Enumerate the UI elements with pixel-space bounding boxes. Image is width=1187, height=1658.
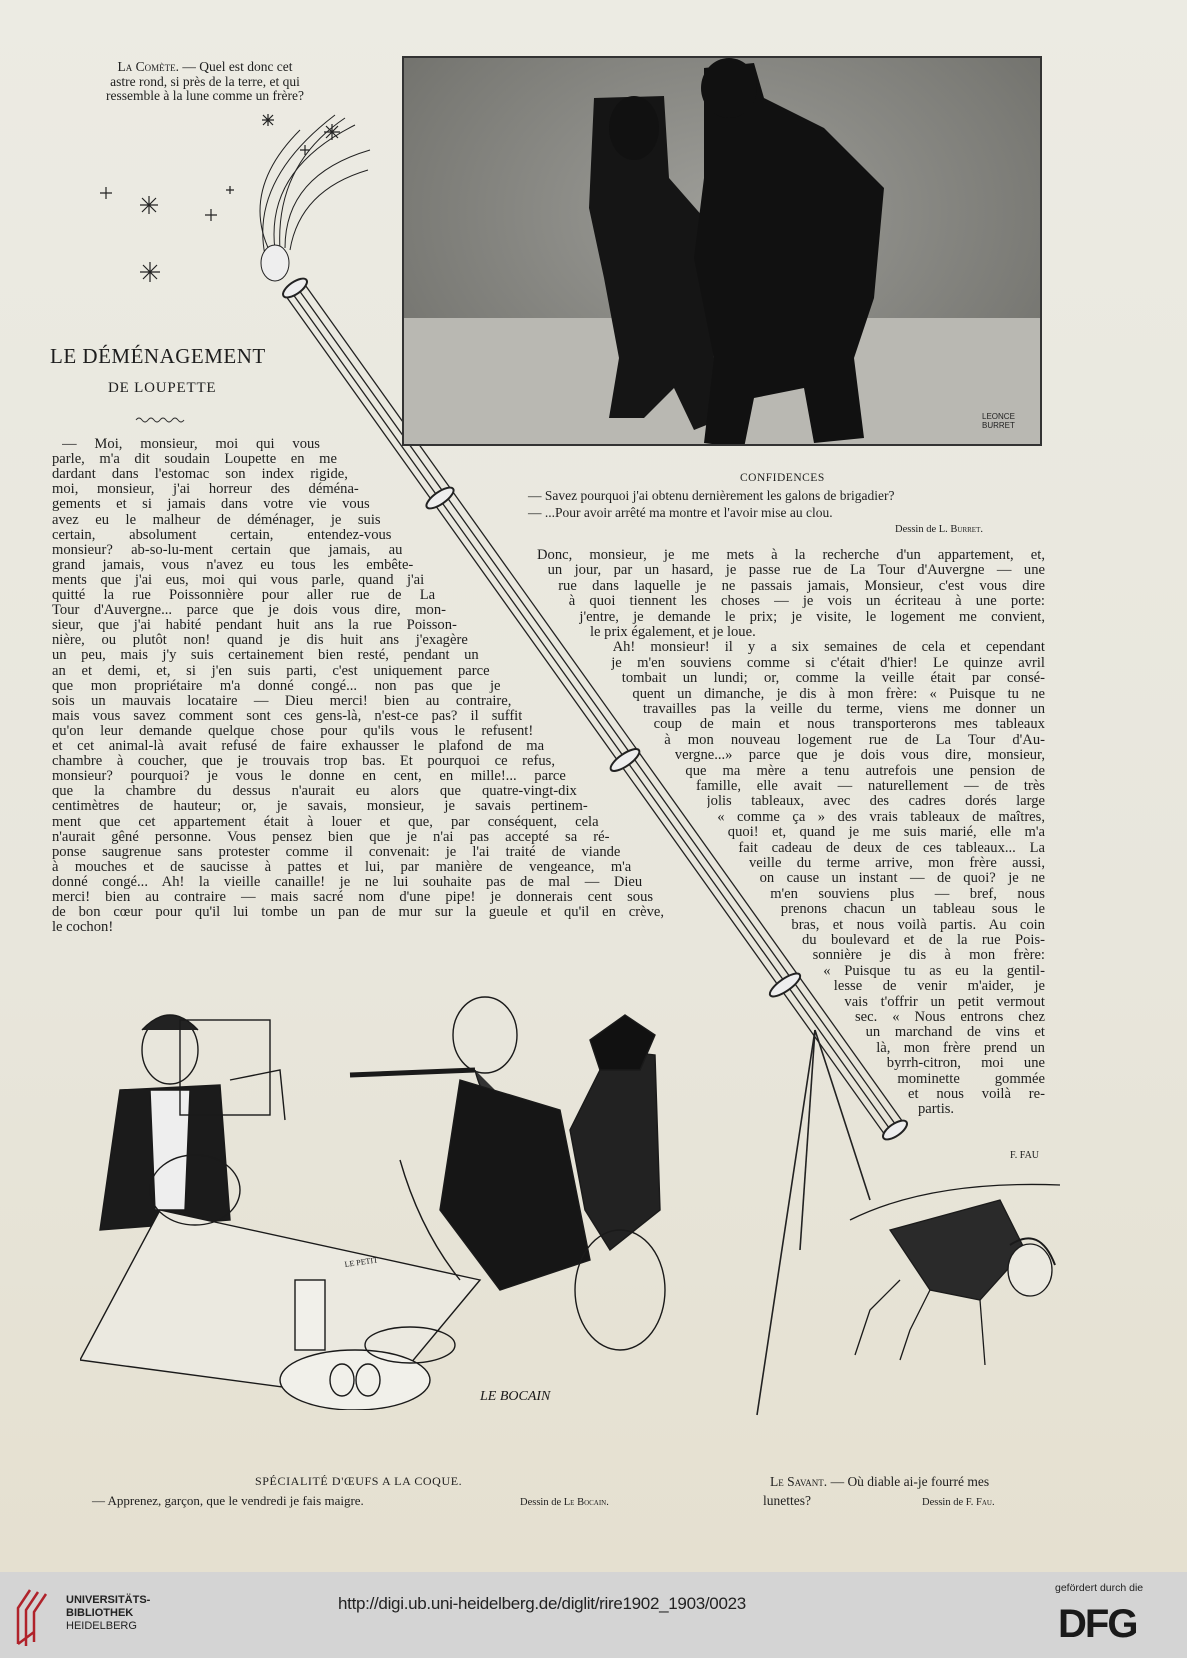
article-text-line: sois un mauvais locataire — Dieu merci! bien au contraire, — [52, 693, 512, 709]
article-text-line: mominette gommée — [897, 1071, 1045, 1087]
article-text-line: de bon cœur pour qu'il lui tombe un pan de mur sur la gueule et qu'il en crève, — [52, 905, 664, 921]
article-text-line: le cochon! — [52, 920, 114, 936]
library-line: BIBLIOTHEK — [66, 1607, 134, 1619]
article-text-line: byrrh-citron, moi une — [886, 1056, 1045, 1072]
article-text-line: — Moi, monsieur, moi qui vous — [62, 437, 320, 452]
article-text-line: on cause un instant — de quoi? je ne — [759, 871, 1045, 887]
article-text-line: m'en souviens plus — bref, nous — [770, 886, 1045, 902]
savant-caption-line1 — [770, 1474, 989, 1489]
article-title: LE DÉMÉNAGEMENT — [50, 344, 266, 368]
article-text-line: fait cadeau de deux de ces tableaux... La — [738, 840, 1045, 856]
article-text-line: centimètres de hauteur; or, je savais, monsieur, je savais pertinem- — [52, 799, 588, 815]
burret-signature: LEONCE BURRET — [982, 412, 1015, 430]
credit-name: Le Bocain. — [563, 1497, 609, 1508]
article-text-line: bras, et nous voilà partis. Au coin — [791, 917, 1045, 933]
savant-line: — Où diable ai-je fourré mes — [830, 1474, 990, 1489]
confidences-illustration — [402, 56, 1042, 446]
article-text-line: Tour d'Auvergne... parce que je dois vous dire, mon- — [52, 603, 446, 619]
article-text-line: sonnière je dis à mon frère: — [812, 948, 1045, 964]
article-text-line: que mon propriétaire m'a donné congé... non pas que je — [52, 678, 501, 694]
article-text-line: j'entre, je demande le prix; je visite, le logement me convient, — [579, 609, 1045, 625]
article-text-line: un peu, mais j'y suis certainement bien resté, pendant un — [52, 648, 479, 664]
article-text-line: moi, monsieur, j'ai horreur des déména- — [52, 482, 359, 498]
article-text-line: sec. « Nous entrons chez — [855, 1010, 1045, 1025]
article-text-line: avez eu le malheur de déménager, je suis — [52, 512, 381, 528]
article-text-line: je m'en souviens comme si c'était d'hier! Le quinze avril — [611, 655, 1045, 671]
article-text-line: le prix également, et je loue. — [590, 625, 756, 640]
article-text-line: veille du terme arrive, mon frère aussi, — [749, 856, 1045, 871]
article-text-line: et cet animal-là avait refusé de faire exhausser le plafond de ma — [52, 739, 545, 754]
two-soldiers-silhouette — [404, 58, 1042, 446]
article-text-line: là, mon frère prend un — [876, 1040, 1045, 1056]
savant-credit — [922, 1495, 995, 1510]
article-text-line: ments que j'ai eus, moi qui vous parle, quand j'ai — [52, 572, 425, 588]
article-text-line: ponse saugrenue sans protester comme il convenait: je l'ai traité de viande — [52, 844, 621, 860]
article-text-line: que la chambre du dessus n'aurait eu alors que quatre-vingt-dix — [52, 784, 577, 800]
article-text-line: à mouches et de saucisse à pattes et lui, par manière de vengeance, m'a — [52, 859, 632, 875]
credit-prefix: Dessin de — [895, 524, 937, 535]
article-text-line: famille, elle avait — naturellement — de très — [696, 779, 1045, 794]
article-text-line: sieur, que j'ai habité pendant huit ans la rue Poisson- — [52, 618, 457, 634]
article-text-line: du boulevard et de la rue Pois- — [802, 933, 1045, 948]
article-text-line: Ah! monsieur! il y a six semaines de cela et cependant — [612, 640, 1045, 656]
article-text-line: et nous voilà re- — [908, 1087, 1045, 1102]
oeufs-title: SPÉCIALITÉ D'ŒUFS A LA COQUE. — [255, 1474, 463, 1488]
article-text-line: ment que cet appartement était à louer et que, par conséquent, cela — [52, 814, 599, 830]
article-text-line: parle, m'a dit soudain Loupette en me — [52, 452, 337, 468]
article-text-line: quitté la rue Poissonnière pour aller rue de La — [52, 588, 436, 603]
article-text-line: merci! bien au contraire — mais sacré nom d'une pipe! je donnerais cent sous — [52, 890, 654, 905]
article-text-line: n'aurait gêné personne. Vous pensez bien que je n'ai pas accepté sa ré- — [52, 829, 610, 845]
article-text-line: travailles pas la veille du terme, viens me donner un — [643, 702, 1045, 717]
confidences-title: CONFIDENCES — [740, 472, 825, 484]
article-text-line: un jour, par un hasard, je passe rue de La Tour d'Auvergne — une — [547, 563, 1045, 579]
article-text-line: certain, absolument certain, entendez-vous — [52, 527, 392, 543]
article-text-line: à quoi tiennent les choses — je vois un écriteau à une porte: — [568, 594, 1045, 610]
article-text-line: tombait un lundi; or, comme la veille était par consé- — [621, 671, 1045, 687]
article-text-line: un marchand de vins et — [865, 1025, 1045, 1041]
credit-prefix: Dessin de — [520, 1497, 562, 1508]
article-text-line: lesse de venir m'aider, je — [833, 979, 1045, 995]
article-text-line: coup de main et nous transporterons mes tableaux — [653, 717, 1045, 733]
funded-by-label: gefördert durch die — [1055, 1582, 1144, 1594]
article-text-line: quoi! et, quand je me suis marié, elle m'a — [727, 825, 1045, 841]
comet-caption-line: astre rond, si près de la terre, et qui — [110, 73, 300, 89]
library-name — [66, 1594, 150, 1633]
article-text-line: monsieur? pourquoi? je vous le donne en cent, en mille!... parce — [52, 769, 566, 785]
fau-signature: F. FAU — [1010, 1150, 1040, 1161]
confidences-line: — ...Pour avoir arrêté ma montre et l'avoir mise au clou. — [528, 505, 833, 520]
article-text-line: monsieur? ab-so-lu-ment certain que jamais, au — [52, 542, 403, 558]
article-text-line: « Puisque tu as eu la gentil- — [823, 963, 1045, 979]
credit-name: F. Fau. — [965, 1497, 995, 1508]
confidences-credit — [895, 523, 983, 536]
savant-caption-line2: lunettes? — [763, 1493, 811, 1508]
comet-caption-line: — Quel est donc cet — [182, 59, 293, 74]
oeufs-line: — Apprenez, garçon, que le vendredi je fais maigre. — [92, 1493, 364, 1508]
comet-caption-line: ressemble à la lune comme un frère? — [106, 88, 304, 103]
newspaper-title: LE PETIT — [344, 1255, 379, 1269]
comet-speaker: La Comète. — [117, 59, 179, 74]
article-text-line: prenons chacun un tableau sous le — [780, 902, 1045, 918]
savant-speaker: Le Savant. — [770, 1474, 828, 1489]
article-text-line: jolis tableaux, avec des cadres dorés large — [706, 794, 1045, 810]
savant-illustration — [830, 1140, 1090, 1400]
article-text-line: rue dans laquelle je ne passais jamais, Monsieur, c'est vous dire — [558, 578, 1045, 594]
article-text-line: grand jamais, vous n'avez eu tous les embête- — [52, 557, 414, 573]
library-line: HEIDELBERG — [66, 1620, 137, 1632]
article-text-line: an et demi, et, si j'en suis parti, c'est uniquement parce — [52, 663, 490, 679]
article-text-line: partis. — [918, 1102, 955, 1118]
article-text-line: mais vous savez comment sont ces gens-là, n'est-ce pas? il suffit — [52, 708, 523, 724]
footer-bar — [0, 1572, 1187, 1658]
source-url[interactable]: http://digi.ub.uni-heidelberg.de/diglit/rire1902_1903/0023 — [338, 1594, 746, 1613]
bocain-signature: LE BOCAIN — [480, 1389, 551, 1404]
article-text-line: nière, ou plutôt non! quand je dis huit ans j'exagère — [52, 633, 468, 649]
cafe-scene-illustration — [80, 960, 700, 1410]
oeufs-credit — [520, 1495, 609, 1510]
dfg-logo: DFG — [1058, 1602, 1137, 1646]
article-text-line: dardant dans l'estomac son index rigide, — [52, 467, 348, 483]
article-text-line: chambre à coucher, que je trouvais trop bas. Et pourquoi ce refus, — [52, 754, 555, 770]
title-ornament — [134, 416, 194, 424]
article-subtitle: DE LOUPETTE — [108, 380, 217, 396]
confidences-line: — Savez pourquoi j'ai obtenu dernièrement les galons de brigadier? — [528, 488, 895, 503]
article-text-line: Donc, monsieur, je me mets à la recherche d'un appartement, et, — [537, 548, 1045, 563]
article-text-line: vais t'offrir un petit vermout — [844, 994, 1045, 1010]
article-text-line: gements et si jamais dans votre vie vous — [52, 497, 370, 513]
library-line: UNIVERSITÄTS- — [66, 1594, 151, 1606]
article-text-line: « comme ça » des vrais tableaux de maîtres, — [717, 809, 1045, 825]
article-text-line: vergne...» parce que je dois vous dire, monsieur, — [674, 748, 1045, 764]
credit-name: L. Burret. — [938, 524, 983, 535]
article-text-line: à mon nouveau logement rue de La Tour d'Au- — [664, 732, 1045, 748]
heidelberg-logo-icon — [12, 1584, 52, 1650]
article-text-line: quent un dimanche, je dis à mon frère: « Puisque tu ne — [632, 686, 1045, 702]
article-text-line: qu'on leur demande quelque chose pour qu'ils vous le refusent! — [52, 723, 534, 739]
article-text-line: donné congé... Ah! la vieille canaille! je ne lui souhaite pas de mal — Dieu — [52, 874, 643, 890]
article-text-line: que ma mère a tenu autrefois une pension de — [685, 763, 1045, 779]
credit-prefix: Dessin de — [922, 1497, 964, 1508]
